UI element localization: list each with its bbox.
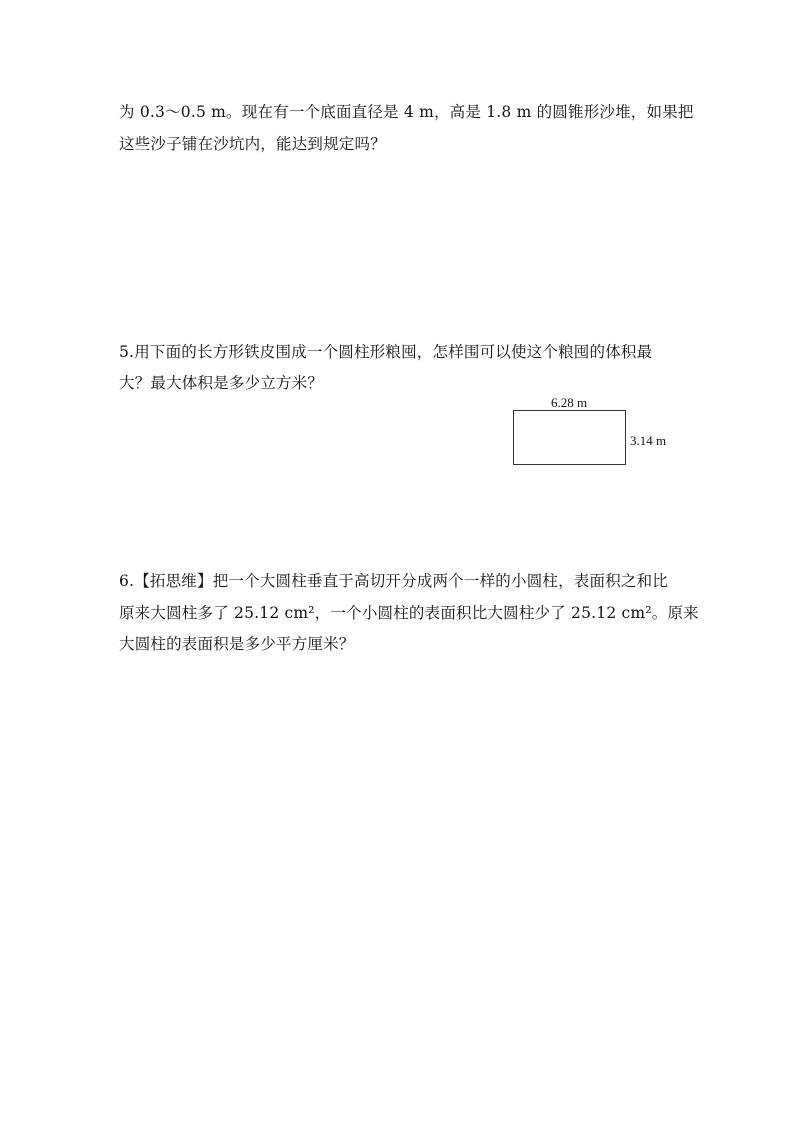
- problem4-text-line1: 为 0.3～0.5 m。现在有一个底面直径是 4 m，高是 1.8 m 的圆锥形沙堆，如果把: [119, 103, 694, 121]
- rectangle-width-label: 6.28 m: [551, 395, 588, 410]
- rectangle-iron-sheet-figure: [513, 410, 626, 465]
- problem4-text-line2: 这些沙子铺在沙坑内，能达到规定吗？: [119, 135, 386, 153]
- rectangle-height-label: 3.14 m: [630, 433, 667, 448]
- problem5-text-line2: 大？最大体积是多少立方米？: [119, 374, 324, 392]
- problem6-text-line1: 6.【拓思维】把一个大圆柱垂直于高切开分成两个一样的小圆柱，表面积之和比: [119, 572, 668, 590]
- problem5-text-line1: 5.用下面的长方形铁皮围成一个圆柱形粮囤，怎样围可以使这个粮囤的体积最: [119, 343, 653, 361]
- problem6-text-line3: 大圆柱的表面积是多少平方厘米？: [119, 635, 355, 653]
- problem6-text-line2: 原来大圆柱多了 25.12 cm²，一个小圆柱的表面积比大圆柱少了 25.12 cm²。原来: [119, 604, 699, 622]
